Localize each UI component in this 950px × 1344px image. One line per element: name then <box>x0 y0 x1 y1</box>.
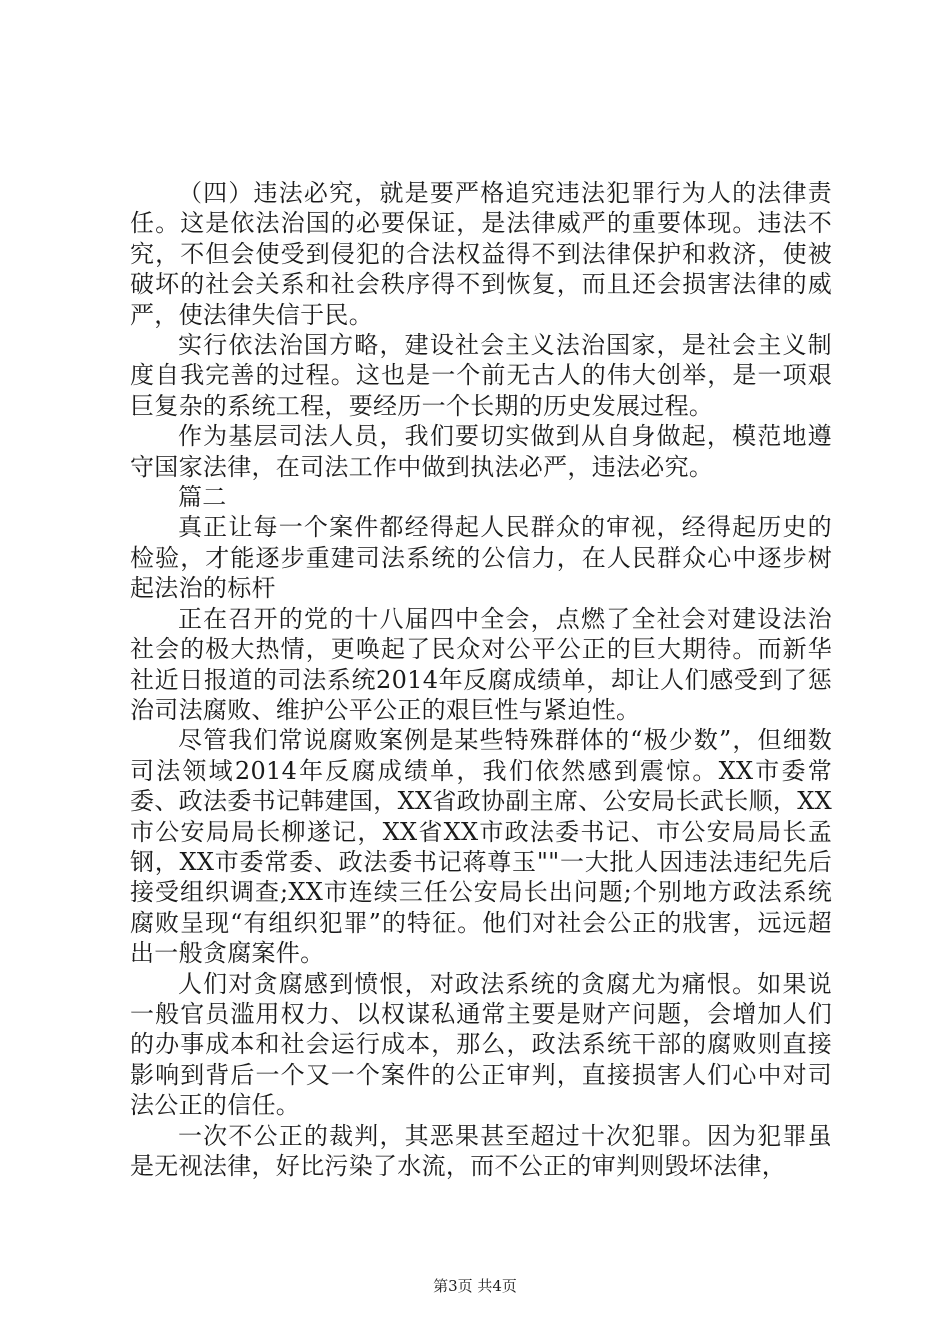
page-number-footer: 第3页 共4页 <box>433 1277 517 1295</box>
paragraph: 真正让每一个案件都经得起人民群众的审视，经得起历史的检验，才能逐步重建司法系统的公信力，在人民群众心中逐步树起法治的标杆 <box>130 513 832 603</box>
paragraph: 尽管我们常说腐败案例是某些特殊群体的“极少数”，但细数司法领域2014年反腐成绩单，我们依然感到震惊。XX市委常委、政法委书记韩建国，XX省政协副主席、公安局长武长顺，XX市公安局局长柳遂记，XX省XX市政法委书记、市公安局局长孟钢，XX市委常委、政法委书记蒋尊玉""一大批人因违法违纪先后接受组织调查;XX市连续三任公安局长出问题;个别地方政法系统腐败呈现“有组织犯罪”的特征。他们对社会公正的戕害，远远超出一般贪腐案件。 <box>130 726 832 968</box>
paragraph: 正在召开的党的十八届四中全会，点燃了全社会对建设法治社会的极大热情，更唤起了民众对公平公正的巨大期待。而新华社近日报道的司法系统2014年反腐成绩单，却让人们感受到了惩治司法腐败、维护公平公正的艰巨性与紧迫性。 <box>130 604 832 724</box>
paragraph: 人们对贪腐感到愤恨，对政法系统的贪腐尤为痛恨。如果说一般官员滥用权力、以权谋私通常主要是财产问题，会增加人们的办事成本和社会运行成本，那么，政法系统干部的腐败则直接影响到背后一个又一个案件的公正审判，直接损害人们心中对司法公正的信任。 <box>130 969 832 1120</box>
section-heading: 篇二 <box>178 483 227 512</box>
paragraph: 实行依法治国方略，建设社会主义法治国家，是社会主义制度自我完善的过程。这也是一个前无古人的伟大创举，是一项艰巨复杂的系统工程，要经历一个长期的历史发展过程。 <box>130 331 832 420</box>
paragraph: （四）违法必究，就是要严格追究违法犯罪行为人的法律责任。这是依法治国的必要保证，是法律威严的重要体现。违法不究，不但会使受到侵犯的合法权益得不到法律保护和救济，使被破坏的社会关系和社会秩序得不到恢复，而且还会损害法律的威严，使法律失信于民。 <box>130 179 832 329</box>
paragraph: 作为基层司法人员，我们要切实做到从自身做起，模范地遵守国家法律，在司法工作中做到执法必严，违法必究。 <box>130 422 832 481</box>
document-body <box>130 178 832 1181</box>
paragraph: 一次不公正的裁判，其恶果甚至超过十次犯罪。因为犯罪虽是无视法律，好比污染了水流，而不公正的审判则毁坏法律， <box>130 1121 832 1180</box>
